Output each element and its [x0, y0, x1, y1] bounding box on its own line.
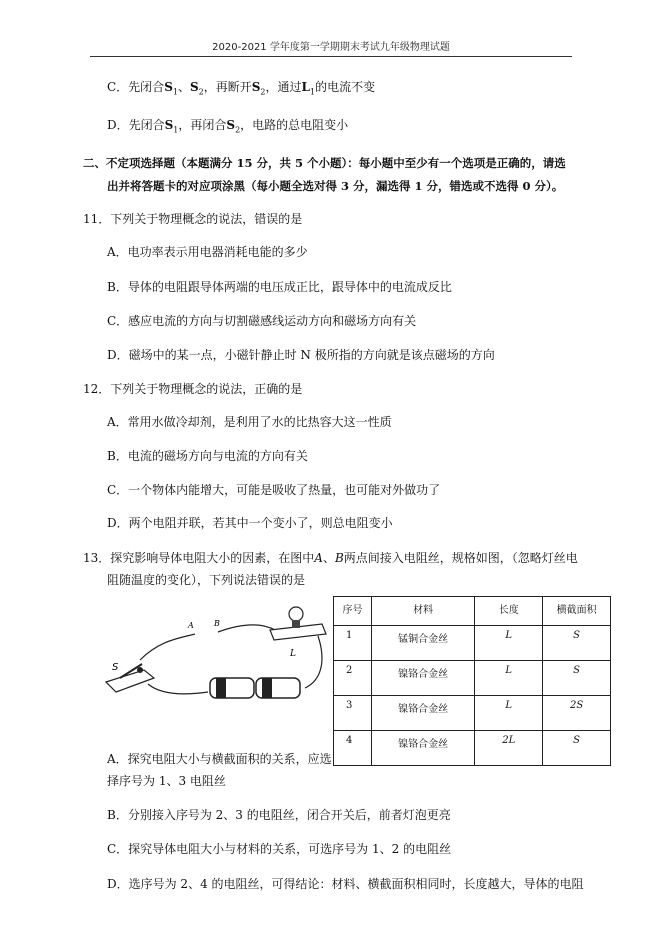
table-row: [334, 696, 611, 731]
q10c-text-3: ，通过: [265, 80, 302, 94]
table-cell: 镍铬合金丝: [371, 661, 474, 696]
q11-stem: 11．下列关于物理概念的说法，错误的是: [83, 212, 303, 226]
symbol-l1: L: [301, 80, 310, 94]
circuit-figure: [100, 600, 330, 740]
table-cell: L: [475, 696, 543, 731]
page-header: 2020-2021 学年度第一学期期末考试九年级物理试题: [212, 42, 450, 53]
terminal-b-label: B: [214, 619, 220, 628]
q10d-text-2: ，再闭合: [178, 118, 227, 132]
table-row: [334, 731, 611, 766]
table-cell: 锰铜合金丝: [371, 626, 474, 661]
wire-to-a: [140, 634, 195, 660]
terminal-a-label: A: [188, 621, 194, 630]
q13-option-d: D．选序号为 2、4 的电阻丝，可得结论：材料、横截面积相同时，长度越大，导体的电阻: [107, 877, 584, 891]
symbol-s2: S: [226, 118, 236, 132]
q13-option-a-line1: A．探究电阻大小与横截面积的关系，应选: [107, 752, 332, 766]
q10d-text-3: ，电路的总电阻变小: [240, 118, 349, 132]
switch-terminal: [137, 667, 143, 673]
symbol-s2: S: [189, 80, 199, 94]
symbol-s2-sub: 2: [198, 87, 204, 97]
wire-battery-switch: [148, 684, 208, 694]
section2-heading-line2: 出并将答题卡的对应项涂黑（每小题全选对得 3 分，漏选得 1 分，错选或不选得 0 分）。: [107, 179, 564, 193]
symbol-l1-sub: 1: [309, 87, 316, 97]
table-row: [334, 626, 611, 661]
q11-option-b: B．导体的电阻跟导体两端的电压成正比，跟导体中的电流成反比: [107, 280, 452, 294]
q12-option-a: A．常用水做冷却剂，是利用了水的比热容大这一性质: [107, 415, 392, 429]
header-cell: 材料: [371, 597, 474, 626]
table-cell: 4: [334, 731, 372, 766]
table-cell: 2: [334, 661, 372, 696]
point-a-label: A: [314, 551, 323, 565]
q12-option-b: B．电流的磁场方向与电流的方向有关: [107, 449, 308, 463]
q13-stem-line1: [83, 550, 578, 566]
q12-option-d: D．两个电阻并联，若其中一个变小了，则总电阻变小: [107, 516, 393, 530]
wire-from-b: [218, 625, 275, 632]
switch-label: S: [112, 662, 119, 673]
symbol-s1-sub: 1: [172, 87, 178, 97]
symbol-s2-again-sub: 2: [260, 87, 266, 97]
symbol-s1: S: [164, 80, 173, 94]
q10-option-d: [107, 117, 348, 138]
table-cell: 镍铬合金丝: [371, 696, 474, 731]
table-cell: 2S: [543, 696, 611, 731]
battery-2-band: [262, 678, 272, 698]
battery-1-band: [216, 678, 226, 698]
table-cell: 3: [334, 696, 372, 731]
wire-lamp-battery: [305, 636, 322, 688]
q10-option-c: [107, 79, 375, 100]
q13-stem-part1: 13．探究影响导体电阻大小的因素，在图中: [83, 551, 315, 565]
table-cell: S: [543, 661, 611, 696]
q10c-text-1: C．先闭合: [107, 80, 165, 94]
q13-option-c: C．探究导体电阻大小与材料的关系，可选序号为 1、2 的电阻丝: [107, 842, 452, 856]
q11-option-a: A．电功率表示用电器消耗电能的多少: [107, 245, 308, 259]
lamp-base: [292, 620, 300, 628]
q10c-text-2: ，再断开: [203, 80, 252, 94]
q10c-sep: 、: [177, 80, 190, 94]
table-cell: S: [543, 731, 611, 766]
table-cell: S: [543, 626, 611, 661]
section2-heading-line1: 二、不定项选择题（本题满分 15 分，共 5 个小题）：每小题中至少有一个选项是正确的，请选: [83, 156, 566, 170]
q13-stem-line2: 阻随温度的变化），下列说法错误的是: [107, 573, 306, 587]
symbol-s2-again: S: [251, 80, 261, 94]
header-cell: 横截面积: [543, 597, 611, 626]
switch-base: [106, 670, 154, 692]
lamp-bulb: [289, 607, 303, 621]
table-cell: 2L: [475, 731, 543, 766]
q10c-text-4: 的电流不变: [315, 80, 376, 94]
q13-option-a-line2: 择序号为 1、3 电阻丝: [107, 774, 226, 788]
table-header-row: [334, 597, 611, 626]
header-cell: 序号: [334, 597, 372, 626]
q11-option-c: C．感应电流的方向与切割磁感线运动方向和磁场方向有关: [107, 314, 417, 328]
symbol-s2-sub: 2: [235, 125, 241, 135]
q10d-text-1: D．先闭合: [107, 118, 165, 132]
q13-stem-part2: 两点间接入电阻丝，规格如图，（忽略灯丝电: [343, 551, 578, 565]
header-rule: [90, 56, 572, 57]
table-cell: 镍铬合金丝: [371, 731, 474, 766]
q12-option-c: C．一个物体内能增大，可能是吸收了热量，也可能对外做功了: [107, 483, 441, 497]
table-row: [334, 661, 611, 696]
point-b-label: B: [334, 551, 344, 565]
symbol-s1: S: [164, 118, 174, 132]
table-cell: L: [475, 626, 543, 661]
resistance-wire-table: [333, 596, 611, 766]
q13-option-b: B．分别接入序号为 2、3 的电阻丝，闭合开关后，前者灯泡更亮: [107, 808, 451, 822]
table-cell: 1: [334, 626, 372, 661]
q11-option-d: D．磁场中的某一点，小磁针静止时 N 极所指的方向就是该点磁场的方向: [107, 348, 495, 362]
lamp-label: L: [290, 649, 296, 659]
header-cell: 长度: [475, 597, 543, 626]
symbol-s1-sub: 1: [173, 125, 179, 135]
q13-stem-sep: 、: [322, 551, 335, 565]
q12-stem: 12．下列关于物理概念的说法，正确的是: [83, 382, 303, 396]
table-cell: L: [475, 661, 543, 696]
